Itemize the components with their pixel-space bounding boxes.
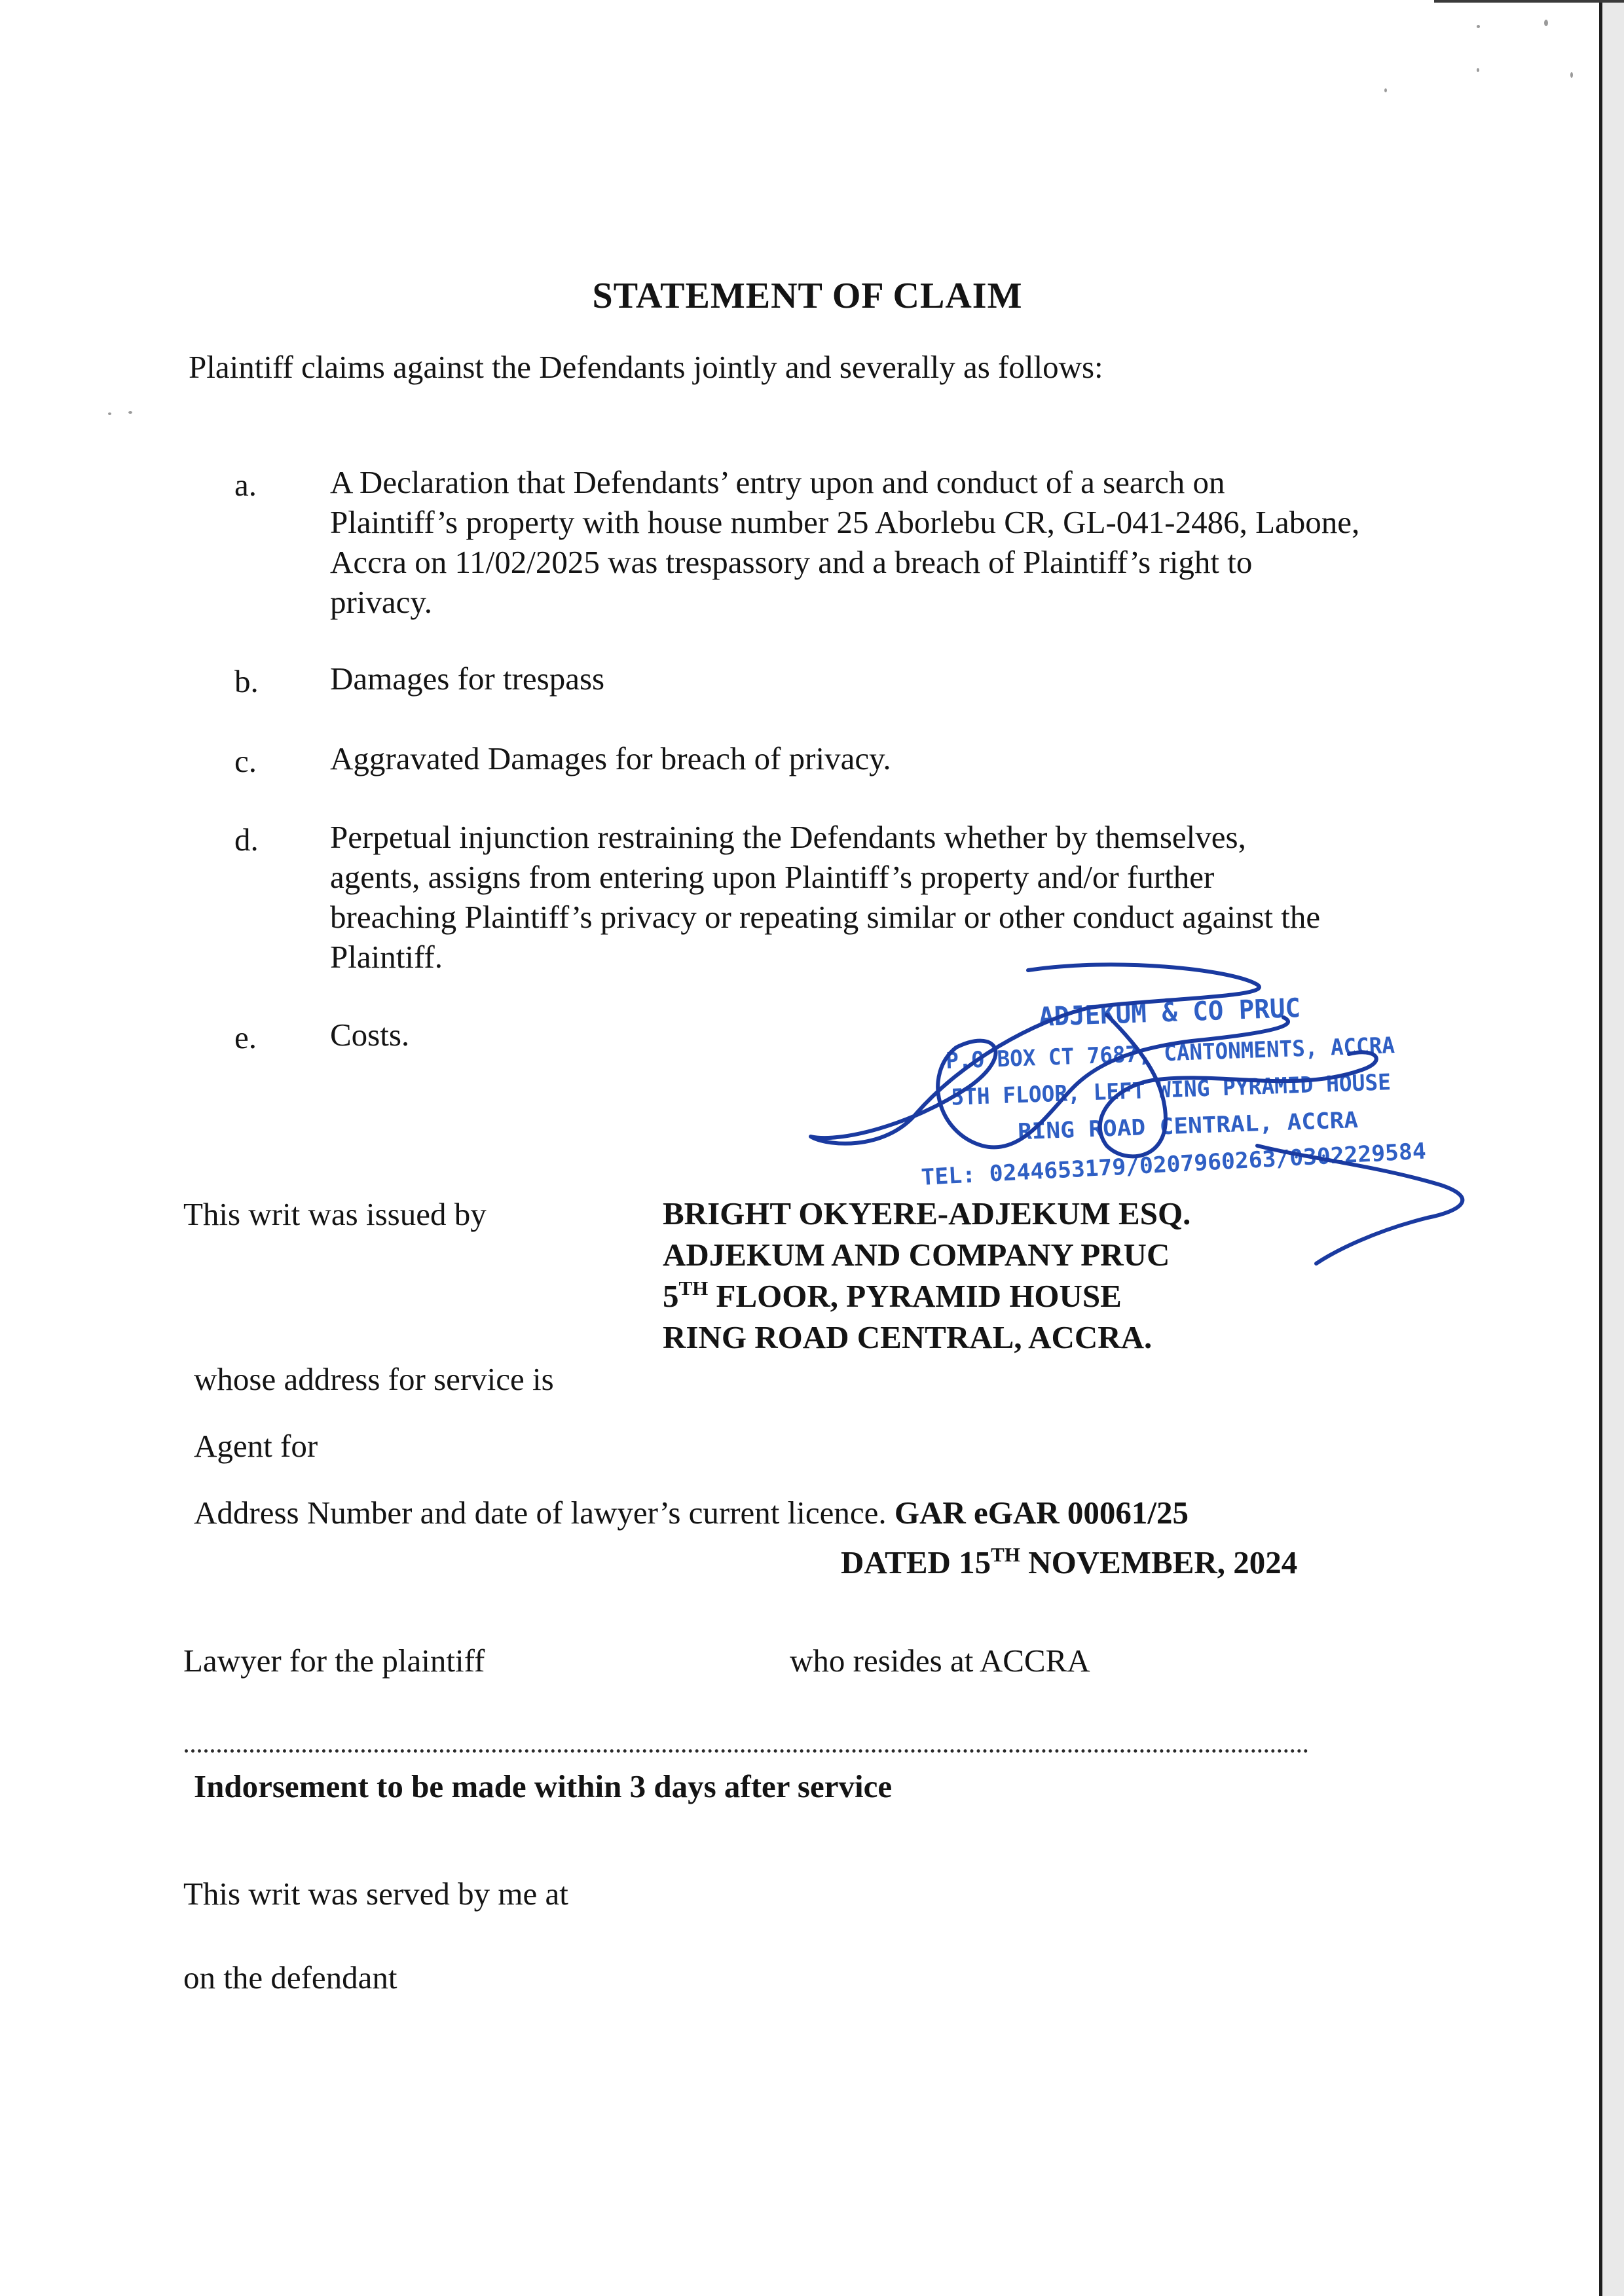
claim-letter: a. [234, 467, 257, 503]
issuer-firm: ADJEKUM AND COMPANY PRUC [663, 1237, 1170, 1273]
scan-speck [1570, 72, 1573, 78]
scan-speck [1384, 88, 1387, 92]
document-title: STATEMENT OF CLAIM [592, 276, 1023, 316]
stamp-text [921, 993, 1427, 1191]
claim-line: privacy. [330, 584, 432, 620]
served-label: This writ was served by me at [183, 1876, 568, 1912]
claim-line: A Declaration that Defendants’ entry upon and conduct of a search on [330, 464, 1225, 500]
claim-line: agents, assigns from entering upon Plaintiff’s property and/or further [330, 859, 1215, 895]
issuer-block [663, 1193, 1190, 1358]
claim-letter: c. [234, 743, 257, 779]
stamp-line-1: ADJEKUM & CO PRUC [1038, 993, 1308, 1032]
licence-number: GAR eGAR 00061/25 [894, 1495, 1189, 1531]
issuer-floor [663, 1275, 1190, 1317]
scan-speck [1544, 20, 1548, 26]
dated-suffix: TH [991, 1543, 1020, 1566]
dated-prefix: DATED 15 [841, 1544, 991, 1580]
issuer-address: RING ROAD CENTRAL, ACCRA. [663, 1319, 1153, 1355]
claim-c-text [330, 738, 1432, 778]
dated-rest: NOVEMBER, 2024 [1020, 1544, 1298, 1580]
indorsement-heading: Indorsement to be made within 3 days after service [194, 1768, 893, 1804]
claim-line: Perpetual injunction restraining the Defendants whether by themselves, [330, 819, 1246, 855]
scan-edge [1434, 0, 1624, 3]
scan-speck [128, 411, 132, 414]
claim-line: breaching Plaintiff’s privacy or repeating similar or other conduct against the [330, 899, 1321, 935]
issued-by-label: This writ was issued by [183, 1196, 487, 1232]
issuer-floor-suffix: TH [678, 1277, 709, 1300]
claim-letter: d. [234, 822, 259, 858]
divider-line [185, 1749, 1308, 1753]
issuer-floor-number: 5 [663, 1278, 679, 1314]
claim-intro: Plaintiff claims against the Defendants jointly and severally as follows: [189, 349, 1103, 385]
address-for-service-label: whose address for service is [194, 1361, 554, 1397]
scan-speck [108, 412, 111, 415]
claim-line: Costs. [330, 1017, 410, 1053]
agent-for-label: Agent for [194, 1428, 318, 1464]
page-edge [1599, 0, 1602, 2296]
stamp-line-5: TEL: 0244653179/0207960263/0302229584 [920, 1139, 1418, 1191]
claim-line: Accra on 11/02/2025 was trespassory and a breach of Plaintiff’s right to [330, 544, 1253, 580]
claim-letter: b. [234, 663, 259, 699]
defendant-label: on the defendant [183, 1959, 397, 1995]
resides-label: who resides at ACCRA [790, 1643, 1090, 1679]
claim-a-text [330, 462, 1432, 622]
stamp-line-2: P.O BOX CT 7687, CANTONMENTS, ACCRA [945, 1031, 1416, 1074]
dated-line [841, 1544, 1297, 1581]
claim-line: Aggravated Damages for breach of privacy. [330, 740, 891, 776]
scan-speck [1477, 68, 1479, 72]
scan-speck [1477, 25, 1480, 28]
licence-line [194, 1494, 1189, 1531]
lawyer-label: Lawyer for the plaintiff [183, 1643, 485, 1679]
licence-label: Address Number and date of lawyer’s current licence. [194, 1495, 887, 1531]
claim-line: Plaintiff’s property with house number 25 Aborlebu CR, GL-041-2486, Labone, [330, 504, 1360, 540]
claim-line: Damages for trespass [330, 661, 605, 697]
issuer-floor-rest: FLOOR, PYRAMID HOUSE [708, 1278, 1122, 1314]
issuer-name: BRIGHT OKYERE-ADJEKUM ESQ. [663, 1195, 1191, 1231]
claim-line: Plaintiff. [330, 939, 443, 975]
stamp-line-4: RING ROAD CENTRAL, ACCRA [1017, 1107, 1340, 1146]
page-shadow [1602, 0, 1624, 2296]
claim-b-text [330, 659, 1432, 699]
claim-letter: e. [234, 1019, 257, 1055]
stamp-line-3: 5TH FLOOR, LEFT WING PYRAMID HOUSE [950, 1068, 1407, 1111]
